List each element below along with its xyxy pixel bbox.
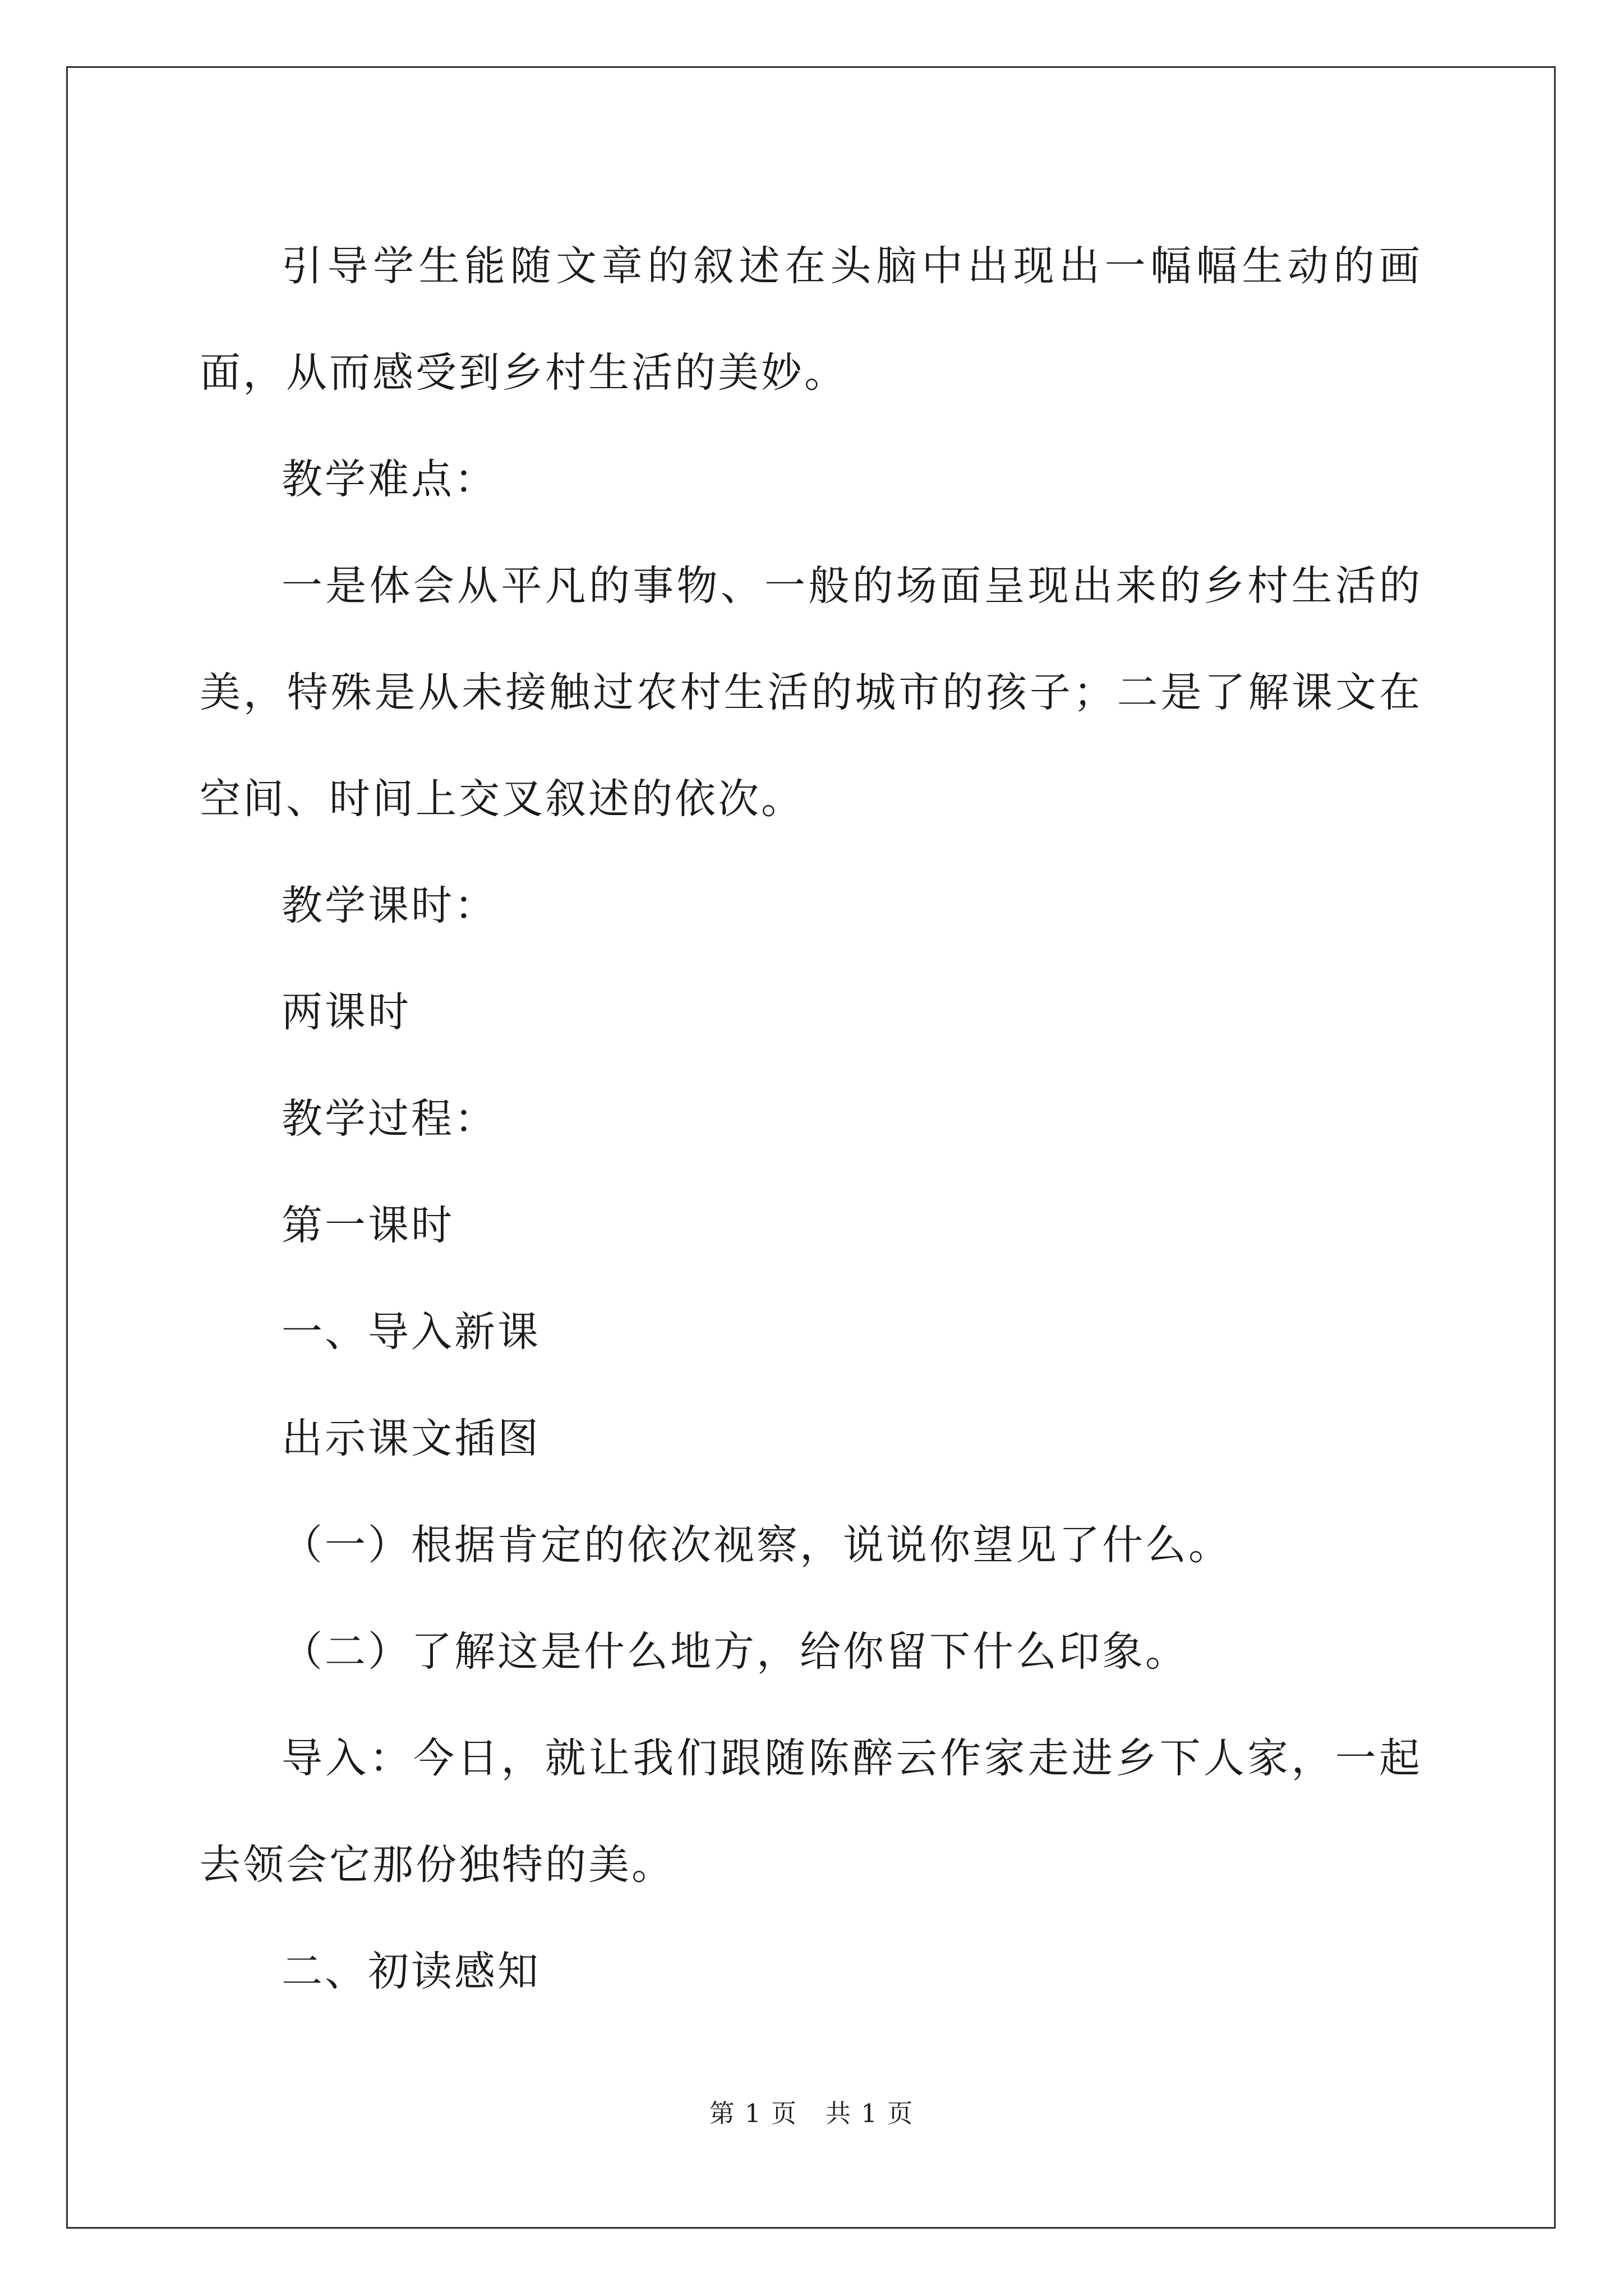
paragraph: （二）了解这是什么地方，给你留下什么印象。 bbox=[282, 1628, 1188, 1676]
page-footer bbox=[0, 2097, 1623, 2131]
paragraph: 导入：今日，就让我们跟随陈醉云作家走进乡下人家，一起去领会它那份独特的美。 bbox=[200, 1734, 1422, 1889]
paragraph: 引导学生能随文章的叙述在头脑中出现出一幅幅生动的画面，从而感受到乡村生活的美妙。 bbox=[200, 242, 1422, 397]
paragraph: 一是体会从平凡的事物、一般的场面呈现出来的乡村生活的美，特殊是从未接触过农村生活的城市的孩子；二是了解课文在空间、时间上交叉叙述的依次。 bbox=[200, 562, 1422, 823]
section-heading: 教学课时： bbox=[282, 882, 497, 930]
paragraph: 两课时 bbox=[282, 988, 411, 1036]
section-heading: 教学难点： bbox=[282, 455, 497, 503]
page-number: 第 1 页 bbox=[709, 2099, 797, 2128]
paragraph: （一）根据肯定的依次视察，说说你望见了什么。 bbox=[282, 1521, 1232, 1569]
document-body bbox=[200, 213, 1422, 2025]
paragraph: 出示课文插图 bbox=[282, 1415, 541, 1462]
page-total: 共 1 页 bbox=[826, 2099, 914, 2128]
section-heading: 一、导入新课 bbox=[282, 1308, 541, 1356]
paragraph: 第一课时 bbox=[282, 1202, 454, 1249]
section-heading: 二、初读感知 bbox=[282, 1948, 541, 1995]
section-heading: 教学过程： bbox=[282, 1095, 497, 1143]
